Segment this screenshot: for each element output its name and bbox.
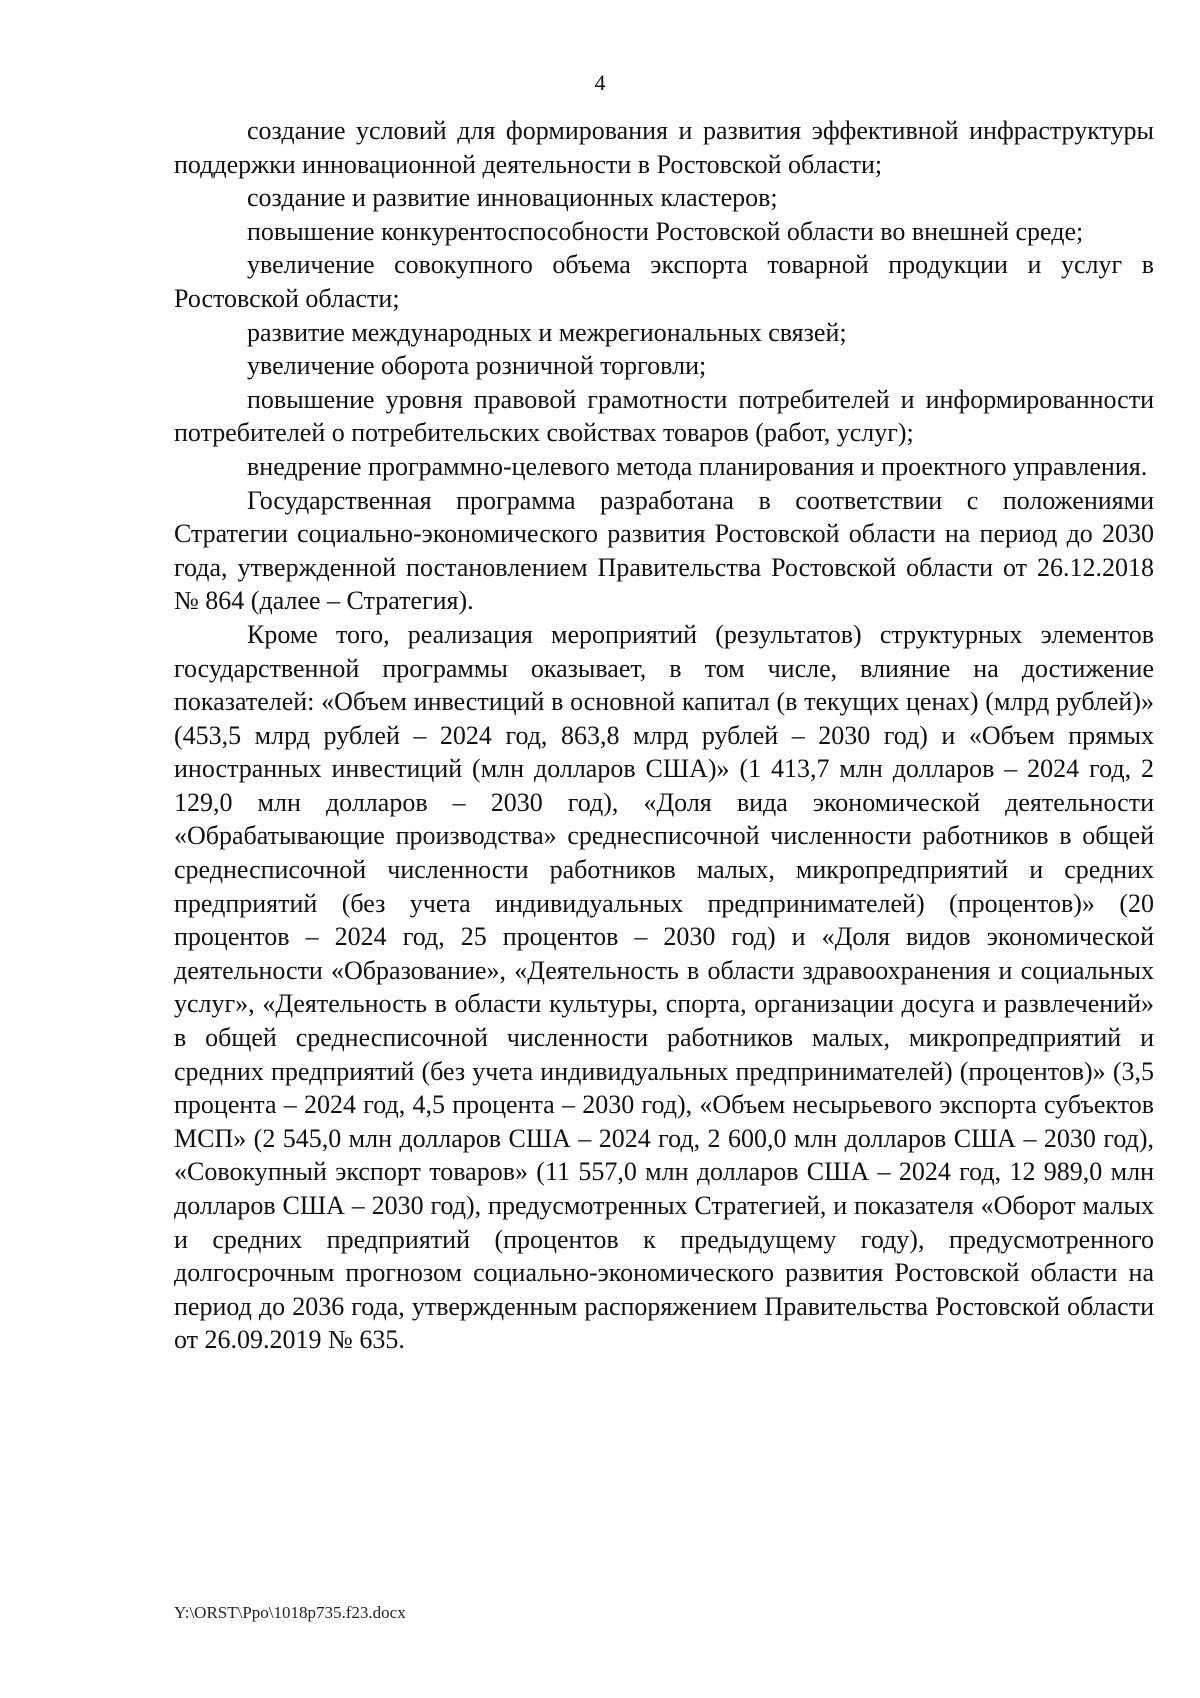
document-body: [174, 114, 1154, 1357]
paragraph: Кроме того, реализация мероприятий (результатов) структурных элементов государственной программы оказывает, в том числе, влияние на достижение показателей: «Объем инвестиций в основной капитал (в текущих ценах) (млрд рублей)» (453,5 млрд рублей – 2024 год, 863,8 млрд рублей – 2030 год) и «Объем прямых иностранных инвестиций (млн долларов США)» (1 413,7 млн долларов – 2024 год, 2 129,0 млн долларов – 2030 год), «Доля вида экономической деятельности «Обрабатывающие производства» среднесписочной численности работников в общей среднесписочной численности работников малых, микропредприятий и средних предприятий (без учета индивидуальных предпринимателей) (процентов)» (20 процентов – 2024 год, 25 процентов – 2030 год) и «Доля видов экономической деятельности «Образование», «Деятельность в области здравоохранения и социальных услуг», «Деятельность в области культуры, спорта, организации досуга и развлечений» в общей среднесписочной численности работников малых, микропредприятий и средних предприятий (без учета индивидуальных предпринимателей) (процентов)» (3,5 процента – 2024 год, 4,5 процента – 2030 год), «Объем несырьевого экспорта субъектов МСП» (2 545,0 млн долларов США – 2024 год, 2 600,0 млн долларов США – 2030 год), «Совокупный экспорт товаров» (11 557,0 млн долларов США – 2024 год, 12 989,0 млн долларов США – 2030 год), предусмотренных Стратегией, и показателя «Оборот малых и средних предприятий (процентов к предыдущему году), предусмотренного долгосрочным прогнозом социально-экономического развития Ростовской области на период до 2036 года, утвержденным распоряжением Правительства Ростовской области от 26.09.2019 № 635.: [174, 619, 1154, 1355]
paragraph: внедрение программно-целевого метода планирования и проектного управления.: [247, 451, 1148, 481]
paragraph: создание условий для формирования и развития эффективной инфраструктуры поддержки инновационной деятельности в Ростовской области;: [174, 116, 1154, 179]
paragraph: повышение конкурентоспособности Ростовской области во внешней среде;: [247, 216, 1084, 246]
footer-file-path: Y:\ORST\Ppo\1018p735.f23.docx: [174, 1603, 406, 1622]
paragraph: увеличение оборота розничной торговли;: [247, 351, 707, 381]
paragraph: увеличение совокупного объема экспорта товарной продукции и услуг в Ростовской области;: [174, 250, 1154, 313]
paragraph: повышение уровня правовой грамотности потребителей и информированности потребителей о потребительских свойствах товаров (работ, услуг);: [174, 384, 1154, 448]
paragraph: развитие международных и межрегиональных связей;: [247, 317, 847, 347]
paragraph: Государственная программа разработана в соответствии с положениями Стратегии социально-экономического развития Ростовской области на период до 2030 года, утвержденной постановлением Правительства Ростовской области от 26.12.2018 № 864 (далее – Стратегия).: [174, 485, 1154, 616]
page-number: 4: [594, 70, 606, 95]
paragraph: создание и развитие инновационных кластеров;: [247, 183, 778, 213]
